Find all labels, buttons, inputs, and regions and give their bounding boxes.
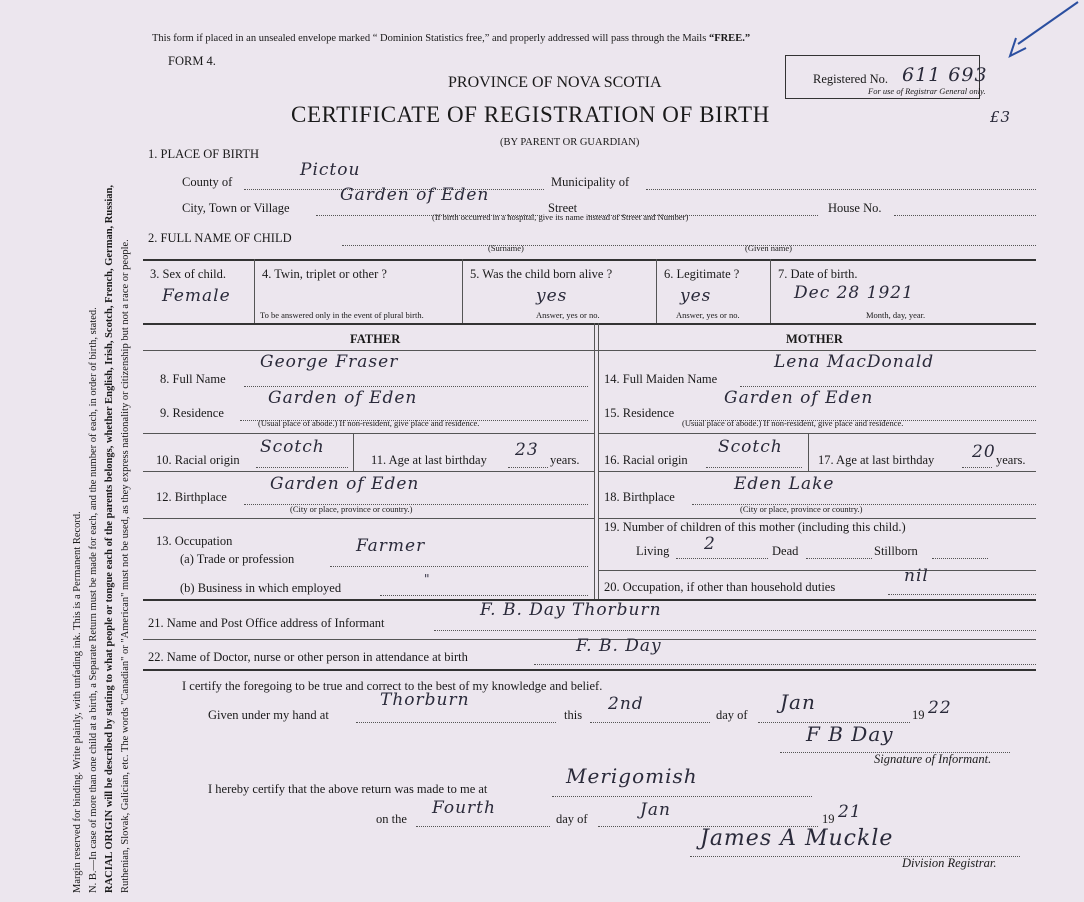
county-value: Pictou	[300, 160, 361, 180]
mother-abode-note: (Usual place of abode.) If non-resident, give place and residence.	[682, 418, 904, 428]
province-heading: PROVINCE OF NOVA SCOTIA	[448, 74, 662, 91]
street-label: Street	[548, 201, 578, 215]
this-label: this	[564, 708, 583, 722]
father-abode-note: (Usual place of abode.) If non-resident, give place and residence.	[258, 418, 480, 428]
form-number: FORM 4.	[168, 54, 216, 68]
registrar-statement: I hereby certify that the above return was made to me at	[208, 782, 488, 796]
trade-value: Farmer	[356, 536, 426, 556]
father-residence-value: Garden of Eden	[268, 388, 418, 408]
father-name-value: George Fraser	[260, 352, 399, 372]
legitimate-value: yes	[680, 286, 712, 306]
registered-number: 611 693	[902, 64, 988, 86]
registrar-day-value: Fourth	[432, 798, 496, 818]
mother-racial-label: 16. Racial origin	[604, 453, 688, 467]
alive-note: Answer, yes or no.	[536, 310, 600, 320]
mother-city-note: (City or place, province or country.)	[740, 504, 863, 514]
day-of-label: day of	[716, 708, 748, 722]
registrar-month-value: Jan	[640, 800, 671, 820]
margin-note-racial-origin: RACIAL ORIGIN will be described by stating to what people or tongue each of the parents belongs, whether English, Irish, Scotch, French, German, Russian,	[104, 184, 115, 893]
child-name-heading: 2. FULL NAME OF CHILD	[148, 231, 292, 245]
children-label: 19. Number of children of this mother (including this child.)	[604, 520, 906, 534]
month-value: Jan	[780, 690, 816, 714]
twin-note: To be answered only in the event of plural birth.	[260, 310, 424, 320]
place-of-birth-heading: 1. PLACE OF BIRTH	[148, 147, 260, 161]
this-day-value: 2nd	[608, 694, 644, 714]
given-place-value: Thorburn	[380, 690, 470, 710]
date-note: Month, day, year.	[866, 310, 926, 320]
legitimate-note: Answer, yes or no.	[676, 310, 740, 320]
mother-years: years.	[996, 453, 1026, 467]
informant-signature: F B Day	[806, 722, 894, 746]
county-label: County of	[182, 175, 233, 189]
house-label: House No.	[828, 201, 882, 215]
division-registrar-label: Division Registrar.	[902, 856, 997, 870]
city-value: Garden of Eden	[340, 185, 490, 205]
father-birthplace-label: 12. Birthplace	[156, 490, 227, 504]
informant-label: 21. Name and Post Office address of Informant	[148, 616, 385, 630]
father-birthplace-value: Garden of Eden	[270, 474, 420, 494]
stillborn-label: Stillborn	[874, 544, 918, 558]
father-residence-label: 9. Residence	[160, 406, 224, 420]
father-occupation-label: 13. Occupation	[156, 534, 233, 548]
certificate-subtitle: (BY PARENT OR GUARDIAN)	[500, 137, 640, 148]
date-of-birth-value: Dec 28 1921	[794, 283, 914, 303]
hospital-note: (If birth occurred in a hospital, give its name instead of Street and Number)	[432, 212, 689, 222]
certify-statement: I certify the foregoing to be true and correct to the best of my knowledge and belief.	[182, 679, 603, 693]
registrar-year-prefix: 19	[822, 812, 835, 826]
mail-note-free: “FREE.”	[708, 33, 751, 44]
father-racial-label: 10. Racial origin	[156, 453, 240, 467]
pen-mark-icon	[1000, 0, 1080, 60]
twin-label: 4. Twin, triplet or other ?	[262, 267, 387, 281]
mother-age-label: 17. Age at last birthday	[818, 453, 935, 467]
registered-note: For use of Registrar General only.	[868, 86, 986, 96]
sex-label: 3. Sex of child.	[150, 267, 227, 281]
margin-note-multiple-births: N. B.—In case of more than one child at a birth, a Separate Return must be made for each, and the number of each, in order of birth, stated.	[88, 307, 99, 893]
mail-note-text: This form if placed in an unsealed envelope marked “ Dominion Statistics free,” and properly addressed will pass through the Mails	[152, 33, 707, 44]
father-age-label: 11. Age at last birthday	[371, 453, 487, 467]
surname-note: (Surname)	[488, 243, 524, 253]
registrar-year-value: 21	[838, 802, 862, 822]
city-label: City, Town or Village	[182, 201, 290, 215]
living-value: 2	[704, 534, 716, 554]
mother-birthplace-value: Eden Lake	[734, 474, 835, 494]
father-racial-value: Scotch	[260, 437, 325, 457]
business-label: (b) Business in which employed	[180, 581, 342, 595]
mother-birthplace-label: 18. Birthplace	[604, 490, 675, 504]
mother-name-label: 14. Full Maiden Name	[604, 372, 718, 386]
trade-label: (a) Trade or profession	[180, 552, 295, 566]
given-name-note: (Given name)	[745, 243, 792, 253]
mother-occupation-label: 20. Occupation, if other than household duties	[604, 580, 836, 594]
doctor-label: 22. Name of Doctor, nurse or other person in attendance at birth	[148, 650, 468, 664]
given-under-label: Given under my hand at	[208, 708, 329, 722]
mother-residence-value: Garden of Eden	[724, 388, 874, 408]
side-mark: £3	[990, 108, 1012, 126]
alive-label: 5. Was the child born alive ?	[470, 267, 613, 281]
mother-occupation-value: nil	[904, 566, 929, 586]
registered-label: Registered No.	[813, 72, 888, 86]
municipality-label: Municipality of	[551, 175, 630, 189]
father-name-label: 8. Full Name	[160, 372, 226, 386]
margin-note-binding: Margin reserved for binding. Write plainly, with unfading ink. This is a Permanent Record.	[72, 511, 83, 893]
mother-age-value: 20	[972, 442, 996, 462]
year-prefix: 19	[912, 708, 925, 722]
registered-box	[785, 55, 988, 99]
margin-note-nationality: Ruthenian, Slovak, Galician, etc. The words "Canadian" or "American" must not be used, as they express nationality or citizenship but not a race or people.	[120, 239, 131, 893]
registrar-signature: James A Muckle	[700, 826, 894, 851]
sex-value: Female	[162, 286, 231, 306]
father-city-note: (City or place, province or country.)	[290, 504, 413, 514]
father-years: years.	[550, 453, 580, 467]
father-age-value: 23	[515, 440, 539, 460]
registrar-day-of-label: day of	[556, 812, 588, 826]
informant-value: F. B. Day Thorburn	[480, 600, 662, 620]
business-value: "	[424, 572, 431, 586]
alive-value: yes	[536, 286, 568, 306]
mother-residence-label: 15. Residence	[604, 406, 675, 420]
mother-racial-value: Scotch	[718, 437, 783, 457]
mother-name-value: Lena MacDonald	[774, 352, 935, 372]
certificate-title: CERTIFICATE OF REGISTRATION OF BIRTH	[291, 102, 770, 127]
doctor-value: F. B. Day	[576, 636, 662, 656]
mother-heading: MOTHER	[786, 332, 843, 346]
date-of-birth-label: 7. Date of birth.	[778, 267, 858, 281]
registrar-place-value: Merigomish	[566, 764, 698, 788]
father-heading: FATHER	[350, 332, 401, 346]
living-label: Living	[636, 544, 670, 558]
signature-of-informant-label: Signature of Informant.	[874, 752, 992, 766]
dead-label: Dead	[772, 544, 799, 558]
year-value: 22	[928, 698, 952, 718]
mail-note	[152, 33, 750, 44]
on-the-label: on the	[376, 812, 407, 826]
legitimate-label: 6. Legitimate ?	[664, 267, 740, 281]
